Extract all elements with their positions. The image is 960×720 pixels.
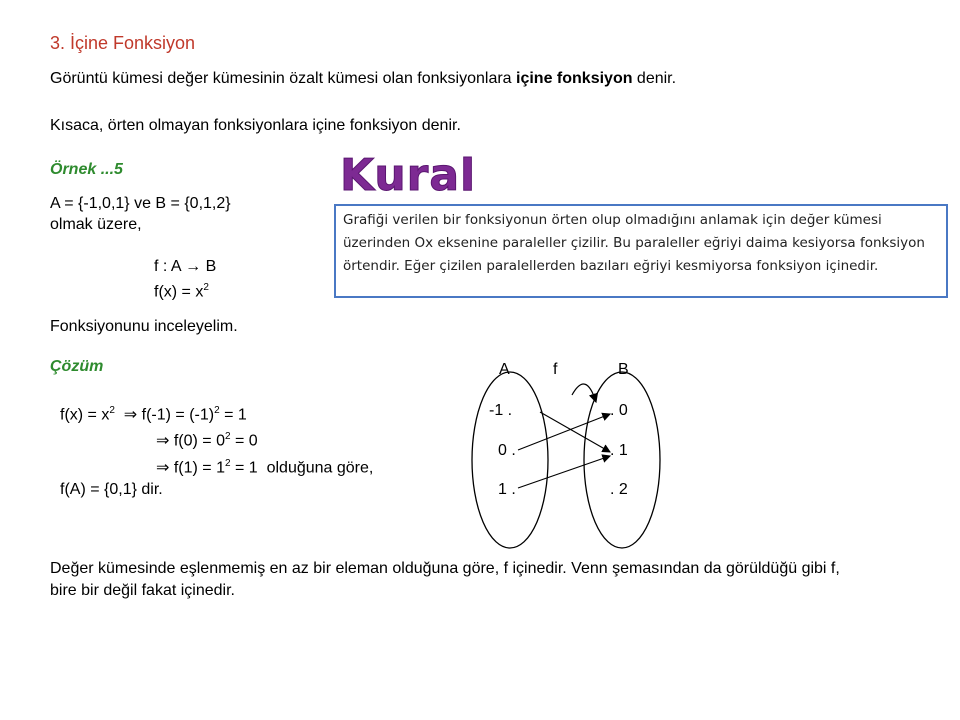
solution-line-2 — [60, 426, 373, 452]
implies-icon: ⇒ — [123, 406, 138, 424]
map-arrow-1-to-1 — [518, 456, 610, 488]
set-a-ellipse — [472, 372, 548, 548]
step-exp: 2 — [214, 405, 220, 416]
solution-line-4: f(A) = {0,1} dir. — [60, 480, 163, 498]
function-arrow-icon — [572, 384, 596, 402]
rule-box: Grafiği verilen bir fonksiyonun örten olup olmadığını anlamak için değer kümesi üzerinden Ox eksenine paraleller çizilir. Bu paraleller eğriyi daima kesiyorsa fonksiyon örtendir. Eğer çizilen paralellerden bazıları eğriyi kesmiyorsa fonksiyon içinedir. — [334, 204, 948, 298]
step-exp: 2 — [225, 431, 231, 443]
short-definition: Kısaca, örten olmayan fonksiyonlara içine fonksiyon denir. — [50, 117, 461, 134]
step-text: = 1 olduğuna göre, — [230, 458, 374, 476]
definition-text — [50, 70, 676, 88]
definition-term: içine fonksiyon — [516, 70, 633, 87]
a-elem-2: 0 . — [498, 442, 516, 459]
step-exp: 2 — [225, 457, 231, 469]
step-text: = 1 — [219, 406, 247, 424]
example-closing: Fonksiyonunu inceleyelim. — [50, 318, 238, 335]
solution-steps — [60, 400, 373, 501]
solution-label: Çözüm — [50, 358, 104, 375]
example-sets — [50, 193, 231, 235]
b-elem-3: . 2 — [610, 481, 628, 498]
section-title: 3. İçine Fonksiyon — [50, 33, 196, 53]
implies-icon: ⇒ — [156, 432, 170, 450]
step-text: f(0) = 0 — [173, 432, 225, 450]
venn-diagram — [460, 350, 680, 555]
sets-line: A = {-1,0,1} ve B = {0,1,2} — [50, 195, 231, 212]
function-rule — [154, 277, 216, 302]
a-elem-1: -1 . — [489, 402, 513, 419]
sets-line-2: olmak üzere, — [50, 216, 142, 233]
implies-icon: ⇒ — [156, 458, 170, 476]
b-elem-1: . 0 — [610, 402, 628, 419]
step-text: = 0 — [230, 432, 258, 450]
label-b: B — [618, 361, 629, 378]
function-definition — [154, 256, 216, 302]
a-elem-3: 1 . — [498, 481, 516, 498]
step-exp: 2 — [109, 405, 115, 416]
function-map: f : A → B — [154, 258, 217, 275]
conclusion-text: Değer kümesinde eşlenmemiş en az bir eleman olduğuna göre, f içinedir. Venn şemasından da görüldüğü gibi f, bire bir değil fakat içinedir. — [50, 560, 840, 599]
rule-exponent: 2 — [203, 282, 209, 293]
label-a: A — [499, 361, 510, 378]
kural-heading: Kural — [340, 150, 477, 201]
solution-line-3 — [60, 453, 373, 479]
definition-after: denir. — [632, 70, 677, 87]
solution-line-1 — [60, 400, 373, 426]
step-text: f(1) = 1 — [173, 458, 225, 476]
b-elem-2: . 1 — [610, 442, 628, 459]
rule-base: f(x) = x — [154, 283, 204, 301]
label-f: f — [553, 361, 558, 378]
step-text: f(-1) = (-1) — [141, 406, 215, 424]
step-text: f(x) = x — [60, 406, 110, 424]
definition-before: Görüntü kümesi değer kümesinin özalt kümesi olan fonksiyonlara — [50, 70, 517, 87]
example-label: Örnek ...5 — [50, 161, 123, 178]
